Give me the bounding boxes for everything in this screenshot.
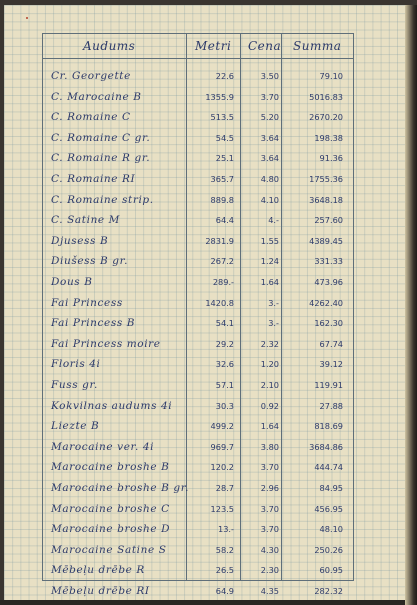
item-name: C. Romaine R gr.: [51, 152, 151, 165]
summa-value: 2670.20: [309, 112, 343, 123]
metri-value: 26.5: [215, 565, 234, 576]
metri-value: 57.1: [215, 380, 234, 390]
summa-value: 91.36: [319, 153, 343, 164]
item-name: Marocaine ver. 4i: [51, 440, 155, 453]
metri-value: 64.9: [215, 586, 234, 596]
ledger-row: [43, 272, 355, 293]
cena-value: 3.-: [268, 318, 279, 329]
item-name: Marocaine broshe B: [51, 461, 170, 474]
summa-value: 5016.83: [309, 91, 343, 102]
metri-value: 25.1: [215, 153, 234, 164]
metri-value: 32.6: [215, 359, 234, 370]
cena-value: 3.64: [260, 132, 279, 143]
summa-value: 84.95: [319, 483, 343, 493]
cena-value: 4.80: [260, 174, 279, 184]
item-name: Cr. Georgette: [51, 70, 131, 82]
cena-value: 3.64: [260, 153, 279, 164]
ledger-row: [43, 457, 355, 478]
ledger-row: [43, 540, 355, 561]
item-name: C. Romaine C: [51, 111, 131, 124]
metri-value: 54.5: [215, 132, 234, 143]
item-name: Floris 4i: [51, 358, 101, 371]
cena-value: 3.70: [260, 524, 279, 535]
cena-value: 1.20: [260, 359, 279, 370]
cena-value: 3.70: [260, 503, 279, 514]
metri-value: 969.7: [210, 441, 234, 452]
summa-value: 250.26: [314, 544, 343, 555]
item-name: C. Satine M: [51, 214, 121, 227]
summa-value: 79.10: [319, 71, 343, 81]
item-name: Dous B: [51, 276, 93, 288]
ledger-row: [43, 128, 355, 149]
ledger-row: [43, 313, 355, 334]
item-name: Marocaine broshe D: [51, 523, 171, 536]
ledger-row: [43, 169, 355, 190]
metri-value: 513.5: [210, 112, 234, 123]
ledger-row: [43, 251, 355, 272]
item-name: Marocaine broshe C: [51, 502, 170, 515]
metri-value: 1355.9: [205, 91, 234, 102]
item-name: Fai Princess B: [51, 317, 136, 330]
item-name: Marocaine broshe B gr.: [51, 482, 190, 494]
summa-value: 444.74: [314, 462, 343, 473]
ink-dot: [26, 17, 28, 19]
ledger-row: [43, 519, 355, 540]
cena-value: 3.50: [260, 71, 279, 81]
metri-value: 58.2: [215, 544, 234, 555]
ledger-row: [43, 190, 355, 211]
ledger-row: [43, 478, 355, 499]
ledger-row: [43, 148, 355, 169]
item-name: Fai Princess: [51, 296, 123, 309]
summa-value: 198.38: [314, 132, 343, 143]
ledger-row: [43, 581, 355, 602]
metri-value: 28.7: [215, 483, 234, 493]
summa-value: 3684.86: [309, 441, 343, 452]
summa-value: 3648.18: [309, 194, 343, 205]
cena-value: 3.-: [268, 297, 279, 308]
cena-value: 1.24: [260, 256, 279, 267]
metri-value: 2831.9: [205, 235, 234, 246]
item-name: C. Romaine strip.: [51, 193, 154, 206]
metri-value: 1420.8: [205, 297, 234, 308]
cena-value: 0.92: [260, 400, 279, 411]
ledger-row: [43, 437, 355, 458]
cena-value: 4.-: [268, 215, 279, 226]
summa-value: 60.95: [319, 565, 343, 576]
cena-value: 4.10: [260, 194, 279, 205]
item-name: C. Romaine RI: [51, 173, 136, 185]
cena-value: 1.55: [260, 235, 279, 246]
metri-value: 64.4: [215, 215, 234, 226]
cena-value: 2.96: [260, 483, 279, 493]
header-name: Audums: [83, 39, 136, 53]
summa-value: 119.91: [314, 380, 343, 390]
header-summa: Summa: [293, 39, 342, 53]
summa-value: 1755.36: [309, 174, 343, 184]
ledger-row: [43, 354, 355, 375]
item-name: Diušess B gr.: [51, 255, 129, 268]
summa-value: 4389.45: [309, 235, 343, 246]
cena-value: 3.70: [260, 91, 279, 102]
metri-value: 889.8: [210, 194, 234, 205]
summa-value: 27.88: [319, 400, 343, 411]
cena-value: 5.20: [260, 112, 279, 123]
metri-value: 289.-: [212, 277, 234, 287]
cena-value: 2.32: [260, 338, 279, 349]
ledger-row: [43, 87, 355, 108]
ledger-row: [43, 416, 355, 437]
cena-value: 2.10: [260, 380, 279, 390]
cena-value: 3.80: [260, 441, 279, 452]
ledger-row: [43, 107, 355, 128]
cena-value: 1.64: [260, 277, 279, 287]
metri-value: 120.2: [210, 462, 234, 473]
item-name: C. Marocaine B: [51, 90, 142, 103]
item-name: Marocaine Satine S: [51, 543, 167, 556]
cena-value: 4.30: [260, 544, 279, 555]
summa-value: 331.33: [314, 256, 343, 267]
item-name: Fai Princess moire: [51, 337, 161, 350]
metri-value: 54.1: [215, 318, 234, 329]
ledger-row: [43, 231, 355, 252]
metri-value: 365.7: [210, 174, 234, 184]
metri-value: 29.2: [215, 338, 234, 349]
ledger-row: [43, 396, 355, 417]
summa-value: 48.10: [319, 524, 343, 535]
cena-value: 4.35: [260, 586, 279, 596]
ledger-row: [43, 375, 355, 396]
summa-value: 282.32: [314, 586, 343, 596]
item-name: Fuss gr.: [51, 379, 98, 391]
ledger-row: [43, 499, 355, 520]
metri-value: 267.2: [210, 256, 234, 267]
metri-value: 22.6: [215, 71, 234, 81]
metri-value: 13.-: [218, 524, 234, 535]
summa-value: 162.30: [314, 318, 343, 329]
summa-value: 257.60: [314, 215, 343, 226]
header-cena: Cena: [248, 39, 282, 53]
summa-value: 473.96: [314, 277, 343, 287]
cena-value: 1.64: [260, 421, 279, 432]
item-name: C. Romaine C gr.: [51, 131, 151, 144]
cena-value: 3.70: [260, 462, 279, 473]
book-spine: [405, 5, 417, 605]
metri-value: 123.5: [210, 503, 234, 514]
summa-value: 456.95: [314, 503, 343, 514]
metri-value: 30.3: [215, 400, 234, 411]
header-metri: Metri: [195, 39, 232, 53]
ledger-row: [43, 293, 355, 314]
ledger-row: [43, 334, 355, 355]
summa-value: 4262.40: [309, 297, 343, 308]
ledger-table: [42, 33, 354, 597]
item-name: Liezte B: [51, 420, 100, 433]
summa-value: 39.12: [319, 359, 343, 370]
cena-value: 2.30: [260, 565, 279, 576]
metri-value: 499.2: [210, 421, 234, 432]
summa-value: 818.69: [314, 421, 343, 432]
ledger-row: [43, 560, 355, 581]
item-name: Mēbeļu drēbe RI: [51, 585, 150, 597]
item-name: Djusess B: [51, 234, 109, 247]
item-name: Kokvilnas audums 4i: [51, 399, 173, 412]
ledger-row: [43, 66, 355, 87]
item-name: Mēbeļu drēbe R: [51, 564, 145, 577]
summa-value: 67.74: [319, 338, 343, 349]
ledger-row: [43, 210, 355, 231]
header-divider: [43, 58, 353, 59]
